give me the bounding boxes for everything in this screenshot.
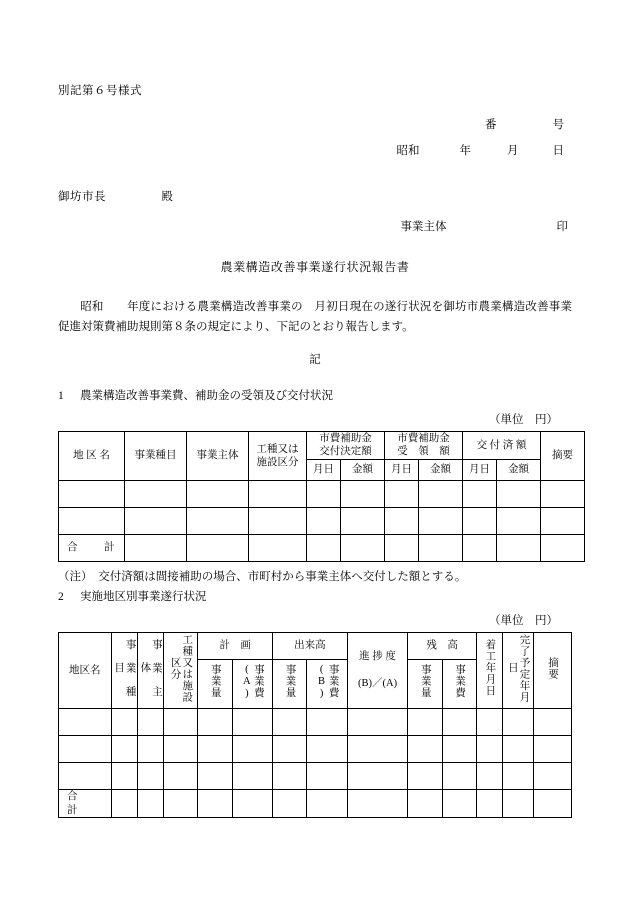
cell[interactable] bbox=[164, 763, 198, 790]
cell[interactable] bbox=[164, 709, 198, 736]
th-received-date: 月日 bbox=[385, 459, 419, 480]
body-paragraph bbox=[58, 297, 572, 337]
cell[interactable] bbox=[442, 736, 476, 763]
cell[interactable] bbox=[497, 480, 541, 507]
addressee-honorific: 殿 bbox=[161, 191, 174, 203]
cell[interactable] bbox=[442, 709, 476, 736]
th-remarks: 摘要 bbox=[533, 632, 571, 709]
cell[interactable] bbox=[497, 507, 541, 534]
cell[interactable] bbox=[198, 736, 232, 763]
cell[interactable] bbox=[307, 790, 347, 818]
cell[interactable] bbox=[533, 790, 571, 818]
form-number: 別記第６号様式 bbox=[58, 85, 142, 97]
table-row bbox=[59, 432, 585, 459]
cell[interactable] bbox=[533, 763, 571, 790]
section1-note: （注） 交付済額は間接補助の場合、市町村から事業主体へ交付した額とする。 bbox=[58, 570, 467, 583]
cell[interactable] bbox=[59, 480, 125, 507]
th-plan-cost: 事業費(A) bbox=[232, 659, 272, 709]
cell[interactable] bbox=[187, 507, 249, 534]
date-day-label: 日 bbox=[552, 145, 564, 157]
cell[interactable] bbox=[477, 763, 503, 790]
cell[interactable] bbox=[273, 709, 307, 736]
th-decision-date: 月日 bbox=[307, 459, 341, 480]
table-row bbox=[59, 736, 572, 763]
cell[interactable] bbox=[419, 480, 463, 507]
cell[interactable] bbox=[408, 790, 442, 818]
page-title: 農業構造改善事業遂行状況報告書 bbox=[220, 260, 410, 274]
cell[interactable] bbox=[232, 709, 272, 736]
date-era: 昭和 bbox=[396, 145, 420, 157]
th-received-amount: 金額 bbox=[419, 459, 463, 480]
cell[interactable] bbox=[503, 709, 533, 736]
cell[interactable] bbox=[341, 534, 385, 561]
th-output: 出来高 bbox=[273, 632, 348, 659]
th-finish-date: 完了予定年月日 bbox=[503, 632, 533, 709]
cell[interactable] bbox=[503, 736, 533, 763]
table-row bbox=[59, 632, 572, 659]
th-remarks: 摘要 bbox=[541, 432, 585, 480]
cell[interactable] bbox=[533, 736, 571, 763]
th-business-type: 事業種目 bbox=[125, 432, 187, 480]
section1-unit: （単位 円） bbox=[489, 414, 558, 427]
number-label: 番 bbox=[485, 119, 497, 131]
cell[interactable] bbox=[307, 507, 341, 534]
cell[interactable] bbox=[307, 763, 347, 790]
cell[interactable] bbox=[307, 736, 347, 763]
cell[interactable] bbox=[59, 709, 112, 736]
cell[interactable] bbox=[408, 736, 442, 763]
section2-title: 実施地区別事業遂行状況 bbox=[80, 590, 207, 603]
cell[interactable] bbox=[249, 534, 307, 561]
table-progress-status bbox=[58, 632, 572, 819]
table-row bbox=[59, 709, 572, 736]
cell[interactable] bbox=[59, 763, 112, 790]
cell[interactable] bbox=[463, 507, 497, 534]
cell[interactable] bbox=[419, 507, 463, 534]
th-business-entity: 事業主体 bbox=[187, 432, 249, 480]
th-progress: 進 捗 度 (B)／(A) bbox=[347, 632, 408, 709]
cell[interactable] bbox=[273, 763, 307, 790]
cell[interactable] bbox=[419, 534, 463, 561]
th-output-qty: 事業量 bbox=[273, 659, 307, 709]
cell[interactable] bbox=[164, 736, 198, 763]
cell[interactable] bbox=[477, 790, 503, 818]
cell[interactable] bbox=[307, 534, 341, 561]
th-remain-cost: 事業費 bbox=[442, 659, 476, 709]
table-row bbox=[59, 480, 585, 507]
cell[interactable] bbox=[341, 480, 385, 507]
th-business-type: 事 業 種 目 bbox=[111, 632, 137, 709]
section1-heading bbox=[58, 387, 572, 403]
th-paid-amount: 金額 bbox=[497, 459, 541, 480]
cell[interactable] bbox=[541, 480, 585, 507]
th-plan: 計 画 bbox=[198, 632, 273, 659]
th-start-date: 着工年月日 bbox=[477, 632, 503, 709]
th-decision-amount: 金額 bbox=[341, 459, 385, 480]
cell[interactable] bbox=[463, 480, 497, 507]
cell[interactable] bbox=[442, 790, 476, 818]
cell[interactable] bbox=[541, 507, 585, 534]
cell[interactable] bbox=[198, 763, 232, 790]
cell[interactable] bbox=[347, 709, 408, 736]
cell[interactable] bbox=[111, 736, 137, 763]
cell[interactable] bbox=[59, 507, 125, 534]
total-label: 合 計 bbox=[59, 790, 112, 818]
ki-marker: 記 bbox=[309, 354, 321, 367]
body-paragraph-text: 昭和 年度における農業構造改善事業の 月初日現在の遂行状況を御坊市農業構造改善事業促進対策費補助規則第８条の規定により、下記のとおり報告します。 bbox=[58, 301, 572, 334]
cell[interactable] bbox=[503, 763, 533, 790]
table-subsidy-status bbox=[58, 431, 585, 561]
th-subsidy-decision: 市費補助金 交付決定額 bbox=[307, 432, 385, 459]
cell[interactable] bbox=[385, 507, 419, 534]
cell[interactable] bbox=[385, 534, 419, 561]
th-paid-date: 月日 bbox=[463, 459, 497, 480]
cell[interactable] bbox=[442, 763, 476, 790]
cell[interactable] bbox=[385, 480, 419, 507]
cell[interactable] bbox=[408, 763, 442, 790]
table-row bbox=[59, 790, 572, 818]
cell[interactable] bbox=[111, 709, 137, 736]
cell[interactable] bbox=[307, 480, 341, 507]
cell[interactable] bbox=[111, 790, 137, 818]
cell[interactable] bbox=[249, 480, 307, 507]
cell[interactable] bbox=[164, 790, 198, 818]
cell[interactable] bbox=[137, 709, 163, 736]
th-remain-qty: 事業量 bbox=[408, 659, 442, 709]
date-year-label: 年 bbox=[459, 145, 471, 157]
document-body bbox=[58, 82, 572, 818]
cell[interactable] bbox=[125, 534, 187, 561]
cell[interactable] bbox=[249, 507, 307, 534]
cell[interactable] bbox=[477, 709, 503, 736]
section1-title: 農業構造改善事業費、補助金の受領及び交付状況 bbox=[80, 390, 333, 403]
section2-number: 2 bbox=[58, 590, 64, 603]
cell[interactable] bbox=[541, 534, 585, 561]
cell[interactable] bbox=[187, 480, 249, 507]
table-row bbox=[59, 763, 572, 790]
cell[interactable] bbox=[232, 763, 272, 790]
cell[interactable] bbox=[187, 534, 249, 561]
number-suffix: 号 bbox=[552, 119, 564, 131]
table-row bbox=[59, 507, 585, 534]
entity-row bbox=[58, 218, 572, 234]
document-date-row bbox=[58, 142, 572, 158]
cell[interactable] bbox=[232, 790, 272, 818]
th-paid: 交 付 済 額 bbox=[463, 432, 541, 459]
th-output-cost: 事業費(B) bbox=[307, 659, 347, 709]
cell[interactable] bbox=[463, 534, 497, 561]
th-work-type: 工種又は施設区分 bbox=[164, 632, 198, 709]
cell[interactable] bbox=[232, 736, 272, 763]
cell[interactable] bbox=[198, 790, 232, 818]
section2-unit: （単位 円） bbox=[489, 614, 558, 627]
addressee-name: 御坊市長 bbox=[58, 191, 106, 203]
document-number-row bbox=[58, 116, 572, 132]
total-label: 合 計 bbox=[59, 534, 125, 561]
section1-number: 1 bbox=[58, 390, 64, 403]
cell[interactable] bbox=[477, 736, 503, 763]
cell[interactable] bbox=[347, 790, 408, 818]
cell[interactable] bbox=[198, 709, 232, 736]
th-subsidy-received: 市費補助金 受 領 額 bbox=[385, 432, 463, 459]
cell[interactable] bbox=[273, 736, 307, 763]
cell[interactable] bbox=[125, 480, 187, 507]
th-remain: 残 高 bbox=[408, 632, 477, 659]
th-area: 地区名 bbox=[59, 632, 112, 709]
cell[interactable] bbox=[497, 534, 541, 561]
cell[interactable] bbox=[533, 709, 571, 736]
addressee-row bbox=[58, 188, 572, 204]
th-area: 地 区 名 bbox=[59, 432, 125, 480]
table-row bbox=[59, 534, 585, 561]
th-plan-qty: 事業量 bbox=[198, 659, 232, 709]
cell[interactable] bbox=[503, 790, 533, 818]
section2-heading bbox=[58, 588, 572, 604]
cell[interactable] bbox=[125, 507, 187, 534]
cell[interactable] bbox=[347, 736, 408, 763]
entity-label: 事業主体 bbox=[400, 221, 447, 233]
cell[interactable] bbox=[137, 736, 163, 763]
cell[interactable] bbox=[347, 763, 408, 790]
cell[interactable] bbox=[408, 709, 442, 736]
cell[interactable] bbox=[111, 763, 137, 790]
date-month-label: 月 bbox=[507, 145, 519, 157]
cell[interactable] bbox=[137, 790, 163, 818]
cell[interactable] bbox=[307, 709, 347, 736]
cell[interactable] bbox=[341, 507, 385, 534]
cell[interactable] bbox=[59, 736, 112, 763]
th-business-entity: 事 業 主 体 bbox=[137, 632, 163, 709]
th-work-type: 工種又は 施設区分 bbox=[249, 432, 307, 480]
cell[interactable] bbox=[273, 790, 307, 818]
seal-label: 印 bbox=[556, 221, 568, 233]
cell[interactable] bbox=[137, 763, 163, 790]
